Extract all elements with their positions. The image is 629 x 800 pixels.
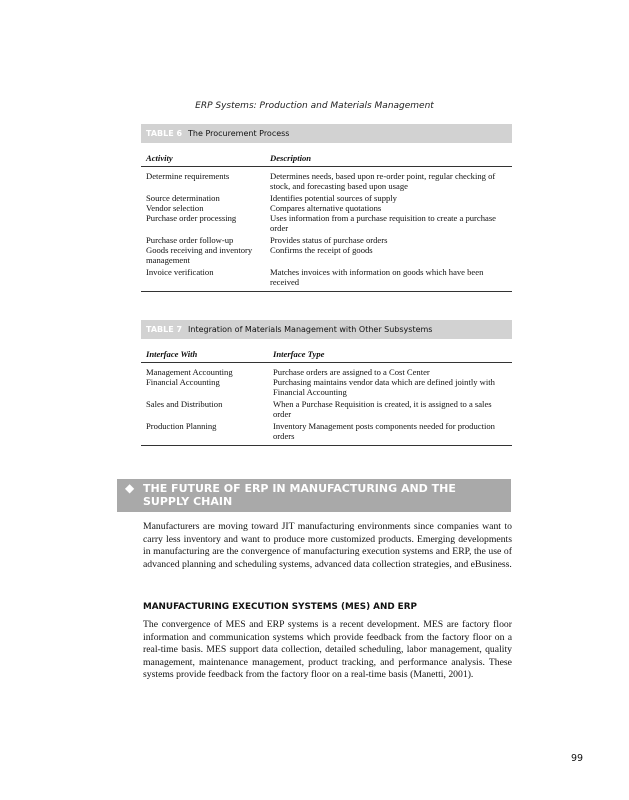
table-cell: Identifies potential sources of supply — [270, 193, 397, 203]
table-6-title: The Procurement Process — [188, 129, 290, 138]
table-cell: Compares alternative quotations — [270, 203, 382, 213]
table-cell: Determines needs, based upon re-order point, regular checking of stock, and forecasting based upon usage — [270, 171, 496, 191]
subsection-heading: MANUFACTURING EXECUTION SYSTEMS (MES) AND ERP — [143, 602, 417, 612]
table-7-header-interface-with: Interface With — [146, 349, 198, 359]
table-cell: Inventory Management posts components needed for production orders — [273, 421, 495, 441]
table-6-body — [141, 167, 512, 292]
table-6-number: TABLE 6 — [146, 129, 183, 138]
table-cell: Sales and Distribution — [146, 399, 223, 409]
table-7 — [141, 320, 512, 446]
table-cell: Financial Accounting — [146, 377, 220, 387]
table-cell: Matches invoices with information on goods which have been received — [270, 267, 484, 287]
table-6-caption — [141, 124, 512, 143]
table-6 — [141, 124, 512, 292]
table-row — [141, 171, 512, 191]
running-head: ERP Systems: Production and Materials Management — [195, 101, 434, 111]
table-cell: Goods receiving and inventory management — [146, 245, 253, 265]
table-cell: Confirms the receipt of goods — [270, 245, 373, 255]
table-cell: Source determination — [146, 193, 220, 203]
table-cell: Determine requirements — [146, 171, 230, 181]
table-row — [141, 213, 512, 233]
table-cell: Uses information from a purchase requisition to create a purchase order — [270, 213, 496, 233]
table-6-header-row — [141, 153, 512, 167]
table-cell: Purchasing maintains vendor data which are defined jointly with Financial Accounting — [273, 377, 495, 397]
table-6-header-description: Description — [270, 153, 312, 163]
table-row — [141, 267, 512, 287]
table-cell: Provides status of purchase orders — [270, 235, 388, 245]
table-6-header-activity: Activity — [146, 153, 173, 163]
table-7-header-row — [141, 349, 512, 363]
table-cell: Invoice verification — [146, 267, 214, 277]
table-7-title: Integration of Materials Management with Other Subsystems — [188, 325, 433, 334]
section-title: THE FUTURE OF ERP IN MANUFACTURING AND THE SUPPLY CHAIN — [143, 482, 456, 508]
table-7-number: TABLE 7 — [146, 325, 183, 334]
table-cell: Vendor selection — [146, 203, 204, 213]
table-row — [141, 421, 512, 441]
section-heading — [117, 479, 511, 512]
table-cell: Purchase orders are assigned to a Cost Center — [273, 367, 430, 377]
table-cell: Management Accounting — [146, 367, 233, 377]
table-7-header-interface-type: Interface Type — [273, 349, 325, 359]
page-number: 99 — [571, 753, 584, 764]
section-paragraph: Manufacturers are moving toward JIT manufacturing environments since companies want to carry less inventory and want to produce more customized products. Emerging developments in manufacturing are the convergence of manufacturing execution systems and ERP, the use of advanced planning and scheduling systems, advanced data collection strategies, and eBusiness. — [143, 521, 512, 570]
table-cell: Purchase order follow-up — [146, 235, 234, 245]
table-cell: Production Planning — [146, 421, 217, 431]
table-row — [141, 399, 512, 419]
table-row — [141, 235, 512, 245]
subsection-paragraph: The convergence of MES and ERP systems is a recent development. MES are factory floor information and communication systems which provide feedback from the factory floor on a real-time basis. MES support data collection, detailed scheduling, labor management, quality management, maintenance management, product tracking, and performance analysis. These systems provide feedback from the factory floor on a real-time basis (Manetti, 2001). — [143, 619, 512, 680]
table-row — [141, 193, 512, 203]
table-7-body — [141, 363, 512, 446]
table-cell: When a Purchase Requisition is created, it is assigned to a sales order — [273, 399, 492, 419]
table-7-caption — [141, 320, 512, 339]
diamond-bullet-icon: ◆ — [125, 481, 135, 495]
table-row — [141, 377, 512, 397]
table-row — [141, 245, 512, 265]
table-cell: Purchase order processing — [146, 213, 237, 223]
table-row — [141, 367, 512, 377]
table-row — [141, 203, 512, 213]
